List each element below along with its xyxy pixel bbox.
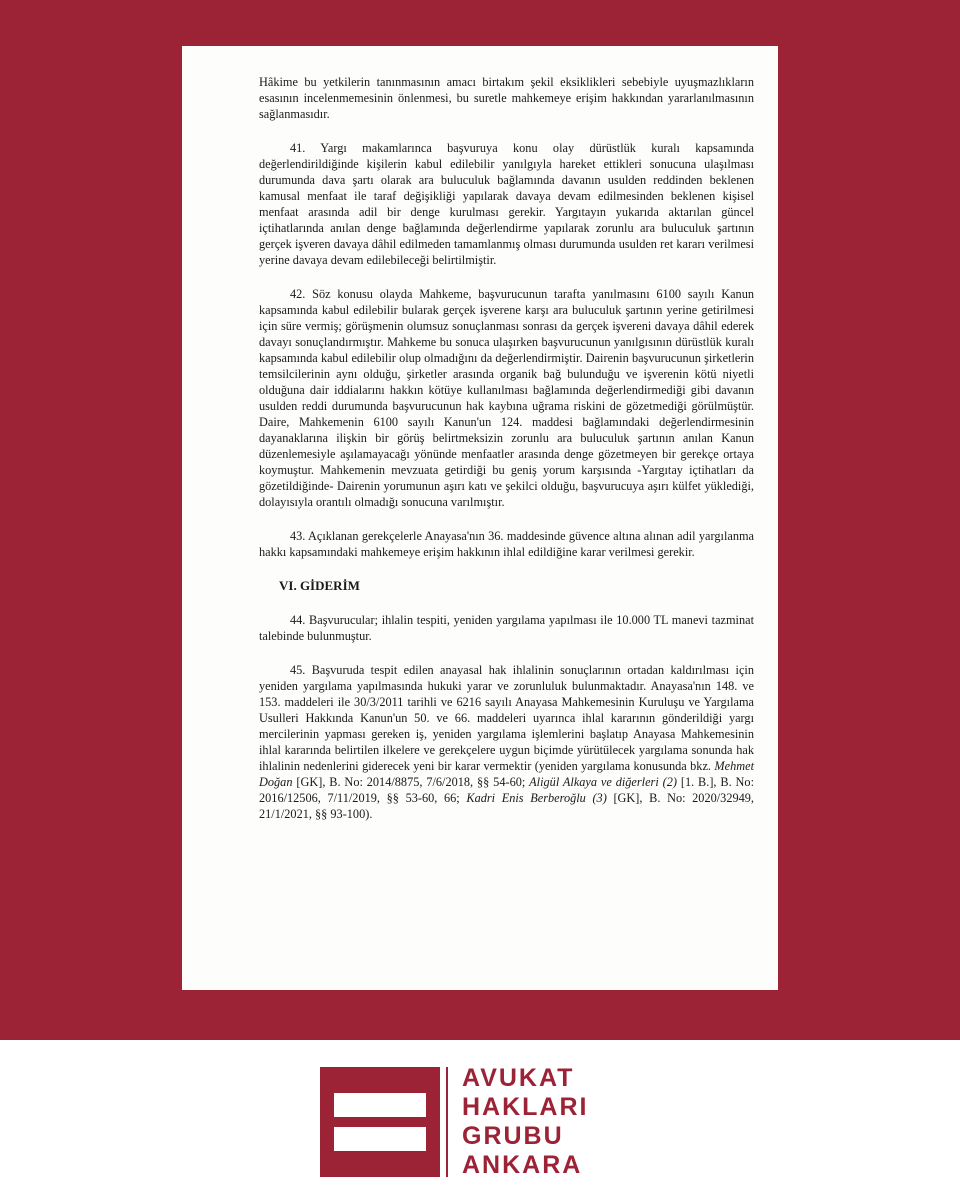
case-ref-1: [GK], B. No: 2014/8875, 7/6/2018, §§ 54-60; [292, 775, 530, 789]
paragraph-45-text: 45. Başvuruda tespit edilen anayasal hak ihlalinin sonuçlarının ortadan kaldırılması için yeniden yargılama yapılmasında hukuki yarar ve zorunluluk bulunmaktadır. Anayasa'nın 148. ve 153. maddeleri ile 30/3/2011 tarihli ve 6216 sayılı Anayasa Mahkemesinin Kuruluşu ve Yargılama Usulleri Hakkında Kanun'un 50. ve 66. maddeleri uyarınca ihlal kararının gönderildiği yargı mercilerinin yapması gereken iş, yeniden yargılama işlemlerini başlatıp Anayasa Mahkemesinin ihlal kararında belirtilen ilkelere ve gerekçelere uygun biçimde yürütülecek yargılama sonunda hak ihlalinin nedenlerini giderecek yeni bir karar vermektir (yeniden yargılama konusunda bkz. [259, 663, 754, 773]
logo-bar-top [334, 1093, 426, 1117]
paragraph-41: 41. Yargı makamlarınca başvuruya konu olay dürüstlük kuralı kapsamında değerlendirildiğinde kişilerin kabul edilebilir yanılgıyla hareket ettikleri sonucuna ulaşılması durumunda dava şartı olarak ara buluculuk bağlamında davanın usulden reddinden beklenen kamusal menfaat ile taraf değişikliği yapılarak davaya devam edilmesinden beklenen kişisel menfaat arasında adil bir denge kurulması gerekir. Yargıtayın yukarıda aktarılan güncel içtihatlarında anılan denge bağlamında değerlendirme yapılarak zorunlu ara buluculuk şartının gerçek işveren davaya dâhil edilmeden tamamlanmış olması durumunda usulden ret kararı verilmesi yerine davaya devam edilebileceği belirtilmiştir. [259, 141, 754, 267]
document-page [182, 46, 778, 990]
logo-line-1: AVUKAT [462, 1064, 575, 1092]
paragraph-43: 43. Açıklanan gerekçelerle Anayasa'nın 36. maddesinde güvence altına alınan adil yargılanma hakkı kapsamındaki mahkemeye erişim hakkının ihlal edildiğine karar verilmesi gerekir. [259, 529, 754, 559]
case-ref-3: [GK], B. No: 2020/32949, 21/1/2021, §§ 93-100). [259, 791, 754, 821]
logo-wordmark [462, 1064, 589, 1180]
paragraph-42: 42. Söz konusu olayda Mahkeme, başvurucunun tarafta yanılmasını 6100 sayılı Kanun kapsamında kabul edilebilir bularak gerçek işverene karşı ara buluculuk şartının yerine getirilmesi için süre vermiş; görüşmenin olumsuz sonuçlanması sonrası da gerçek işvereni davaya dâhil ederek davayı sonuçlandırmıştır. Mahkeme bu sonuca ulaşırken başvurucunun yanılgısının dürüstlük kuralı kapsamında kabul edilebilir olup olmadığını da değerlendirmiştir. Dairenin başvurucunun şirketlerin temsilcilerinin aynı olduğu, şirketler arasında organik bağ bulunduğu ve işverenin kötü niyetli olduğuna dair iddialarını hakkın kötüye kullanılması bağlamında değerlendirmediği gibi davanın usulden reddi durumunda başvurucunun hak kaybına uğrama riskini de gözetmediği görülmüştür. Daire, Mahkemenin 6100 sayılı Kanun'un 124. maddesi bağlamındaki değerlendirmesinin dayanaklarına ilişkin bir görüş belirtmeksizin zorunlu ara buluculuk şartının anılan Kanun düzenlemesiyle aşılamayacağı yönünde menfaatler arasında denge gözetmeyen bir gerekçe ortaya koymuştur. Mahkemenin mevzuata getirdiği bu geniş yorum karşısında -Yargıtay içtihatları da gözetildiğinde- Dairenin yorumunun aşırı katı ve şekilci olduğu, başvurucuya aşırı külfet yüklediği, dolayısıyla orantılı olmadığı sonucuna varılmıştır. [259, 287, 754, 509]
logo-line-3: GRUBU [462, 1122, 564, 1150]
case-name-2: Aligül Alkaya ve diğerleri (2) [529, 775, 677, 789]
case-name-3: Kadri Enis Berberoğlu (3) [466, 791, 607, 805]
paragraph-44: 44. Başvurucular; ihlalin tespiti, yeniden yargılama yapılması ile 10.000 TL manevi tazminat talebinde bulunmuştur. [259, 613, 754, 643]
logo-line-4: ANKARA [462, 1151, 583, 1179]
section-heading: VI. GİDERİM [279, 578, 360, 593]
logo-bar-bottom [334, 1127, 426, 1151]
logo-line-2: HAKLARI [462, 1093, 589, 1121]
logo-divider [446, 1067, 448, 1177]
logo-equals-icon [320, 1067, 440, 1177]
paragraph-45 [259, 662, 754, 822]
case-name-1: Mehmet Doğan [259, 759, 754, 789]
paragraph-intro: Hâkime bu yetkilerin tanınmasının amacı birtakım şekil eksiklikleri sebebiyle uyuşmazlıkların esasının incelenmemesinin önlenmesi, bu suretle mahkemeye erişim hakkından yararlanılmasının sağlanmasıdır. [259, 75, 754, 121]
case-ref-2: [1. B.], B. No: 2016/12506, 7/11/2019, §§ 53-60, 66; [259, 775, 754, 805]
